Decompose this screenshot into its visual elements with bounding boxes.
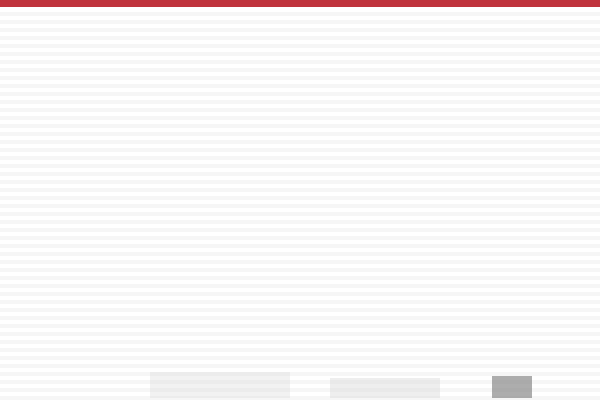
header-col-1 — [2, 0, 58, 7]
header-col-4 — [446, 0, 596, 7]
redaction-block — [330, 378, 440, 398]
header-col-2 — [60, 0, 350, 7]
table-header — [0, 0, 600, 7]
redaction-block — [492, 376, 532, 398]
header-col-3 — [352, 0, 442, 7]
redaction-block — [150, 372, 290, 398]
